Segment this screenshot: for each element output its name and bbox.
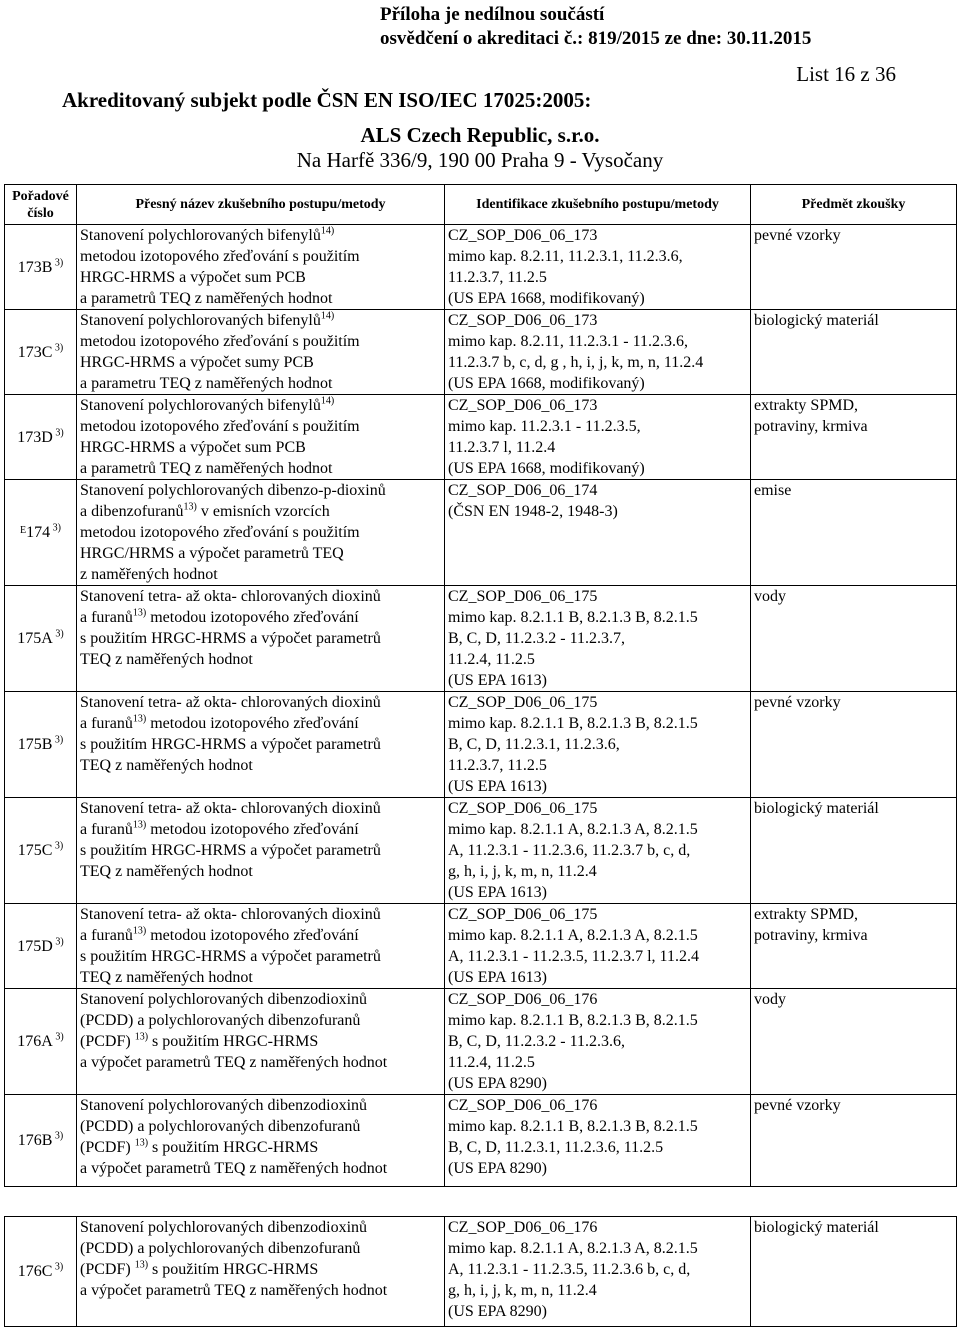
method-name [77,692,445,798]
table-header-row [5,185,957,225]
method-name-line: metodou izotopového zřeďování s použitím [80,248,360,265]
test-subject [751,989,957,1095]
method-identification-line: (US EPA 1613) [448,778,547,795]
row-number [5,310,77,395]
page-label: List 16 z 36 [796,62,896,86]
method-name [77,1095,445,1187]
accredited-subject: Akreditovaný subjekt podle ČSN EN ISO/IEC 17025:2005: [62,88,592,112]
method-name-line: a výpočet parametrů TEQ z naměřených hodnot [80,1160,388,1177]
row-number [5,586,77,692]
row-number-footnote: 3) [52,936,64,948]
method-name-footnote: 13) [134,1259,149,1271]
method-name-line: s použitím HRGC-HRMS a výpočet parametrů [80,842,381,859]
method-identification-line: mimo kap. 8.2.1.1 A, 8.2.1.3 A, 8.2.1.5 [448,1240,698,1257]
row-number-footnote: 3) [52,257,64,269]
method-name-line: TEQ z naměřených hodnot [80,969,253,986]
row-number [5,225,77,310]
test-subject [751,480,957,586]
method-name-line: (PCDD) a polychlorovaných dibenzofuranů [80,1118,361,1135]
table-row [5,480,957,586]
method-identification-line: CZ_SOP_D06_06_175 [448,588,598,605]
method-identification-line: mimo kap. 8.2.1.1 B, 8.2.1.3 B, 8.2.1.5 [448,715,698,732]
annex-line-1: Příloha je nedílnou součástí [380,4,605,25]
method-identification [445,1217,751,1327]
row-number [5,904,77,989]
table-body [5,225,957,1187]
method-identification-line: A, 11.2.3.1 - 11.2.3.5, 11.2.3.6 b, c, d, [448,1261,691,1278]
method-identification-line: B, C, D, 11.2.3.1, 11.2.3.6, [448,736,620,753]
method-identification-line: (US EPA 1613) [448,969,547,986]
method-identification [445,989,751,1095]
method-name-line: a furanů$^{13)}$ metodou izotopového zřeďování [80,819,359,838]
method-identification [445,395,751,480]
method-name-line: HRGC-HRMS a výpočet sum PCB [80,269,306,286]
row-number [5,692,77,798]
row-number-value: 173C [17,343,53,361]
method-identification-line: mimo kap. 8.2.1.1 A, 8.2.1.3 A, 8.2.1.5 [448,927,698,944]
method-identification-line: CZ_SOP_D06_06_176 [448,1097,598,1114]
method-name-line: s použitím HRGC-HRMS a výpočet parametrů [80,948,381,965]
test-subject [751,310,957,395]
method-name-line: (PCDD) a polychlorovaných dibenzofuranů [80,1012,361,1029]
method-name-line: Stanovení polychlorovaných dibenzodioxinů [80,1219,368,1236]
test-subject [751,586,957,692]
method-identification-line: (US EPA 1613) [448,884,547,901]
table-row [5,225,957,310]
method-identification-line: g, h, i, j, k, m, n, 11.2.4 [448,863,597,880]
row-number [5,395,77,480]
method-name-footnote: 13) [134,1137,149,1149]
row-number-footnote: 3) [52,734,64,746]
method-name-line: a parametru TEQ z naměřených hodnot [80,375,333,392]
row-number-footnote: 3) [52,427,64,439]
method-identification-line: 11.2.4, 11.2.5 [448,1054,535,1071]
table-row [5,310,957,395]
method-identification-line: CZ_SOP_D06_06_176 [448,1219,598,1236]
row-number-value: 173D [17,428,53,446]
table-body-continued [5,1217,957,1327]
method-identification-line: CZ_SOP_D06_06_176 [448,991,598,1008]
row-number [5,798,77,904]
method-name-footnote: 14) [320,225,335,237]
table-row [5,904,957,989]
col-header-number: Pořadové číslo [5,185,77,225]
method-identification-line: CZ_SOP_D06_06_175 [448,694,598,711]
method-name-line: a furanů$^{13)}$ metodou izotopového zřeďování [80,925,359,944]
method-name-line: Stanovení polychlorovaných dibenzodioxinů [80,991,368,1008]
method-identification-line: (US EPA 1668, modifikovaný) [448,460,645,477]
col-header-subject: Předmět zkoušky [751,185,957,225]
method-identification-line: mimo kap. 8.2.1.1 B, 8.2.1.3 B, 8.2.1.5 [448,609,698,626]
test-subject-line: vody [754,588,786,605]
method-name [77,989,445,1095]
method-identification [445,904,751,989]
method-name-line: s použitím HRGC-HRMS a výpočet parametrů [80,736,381,753]
row-number-value: 175B [17,736,53,753]
table-row [5,989,957,1095]
method-name-line: Stanovení tetra- až okta- chlorovaných dioxinů [80,588,381,605]
row-number-value: 173B [17,258,53,276]
method-name-line: Stanovení tetra- až okta- chlorovaných dioxinů [80,800,381,817]
method-name-line: TEQ z naměřených hodnot [80,863,253,880]
method-name-line: Stanovení polychlorovaných bifenylů$^{14)}$ [80,395,335,414]
row-number [5,1095,77,1187]
test-subject-line: biologický materiál [754,1219,879,1236]
method-name-line: Stanovení tetra- až okta- chlorovaných dioxinů [80,906,381,923]
method-identification [445,586,751,692]
method-identification-line: CZ_SOP_D06_06_175 [448,906,598,923]
test-subject-line: biologický materiál [754,312,879,329]
row-number-value: 174 [26,524,51,541]
method-name [77,395,445,480]
method-identification-line: 11.2.4, 11.2.5 [448,651,535,668]
method-name-line: (PCDF) $^{13)}$ s použitím HRGC-HRMS [80,1031,319,1050]
row-number [5,1217,77,1327]
method-identification-line: 11.2.3.7, 11.2.5 [448,757,547,774]
method-name-line: a furanů$^{13)}$ metodou izotopového zřeďování [80,713,359,732]
row-number-footnote: 3) [52,342,64,354]
method-name-line: Stanovení polychlorovaných dibenzodioxinů [80,1097,368,1114]
method-identification-line: CZ_SOP_D06_06_173 [448,227,598,244]
method-name-line: a furanů$^{13)}$ metodou izotopového zřeďování [80,607,359,626]
col-header-ident: Identifikace zkušebního postupu/metody [445,185,751,225]
row-number-footnote: 3) [52,628,64,640]
row-number-value: 175C [17,842,53,859]
row-number-value: 176B [17,1132,53,1149]
method-identification [445,692,751,798]
annex-line-2: osvědčení o akreditaci č.: 819/2015 ze dne: 30.11.2015 [380,28,812,49]
method-identification-line: (US EPA 1668, modifikovaný) [448,375,645,392]
method-identification-line: CZ_SOP_D06_06_173 [448,397,598,414]
method-name-line: Stanovení polychlorovaných dibenzo-p-dioxinů [80,482,386,499]
methods-table [4,184,957,1187]
table-row [5,798,957,904]
method-name-line: HRGC/HRMS a výpočet parametrů TEQ [80,545,344,562]
method-name-line: (PCDF) $^{13)}$ s použitím HRGC-HRMS [80,1137,319,1156]
row-number-prefix: E [20,525,27,536]
method-identification-line: 11.2.3.7 b, c, d, g , h, i, j, k, m, n, 11.2.4 [448,354,704,371]
method-name-line: a výpočet parametrů TEQ z naměřených hodnot [80,1054,388,1071]
test-subject-line: extrakty SPMD, [754,906,858,923]
method-name-line: Stanovení tetra- až okta- chlorovaných dioxinů [80,694,381,711]
test-subject-line: pevné vzorky [754,1097,841,1114]
method-name-line: a parametrů TEQ z naměřených hodnot [80,290,333,307]
method-name-line: HRGC-HRMS a výpočet sumy PCB [80,354,314,371]
method-name-footnote: 13) [132,925,147,937]
company-address: Na Harfě 336/9, 190 00 Praha 9 - Vysočany [296,148,664,172]
test-subject [751,798,957,904]
row-number [5,989,77,1095]
test-subject [751,692,957,798]
method-name [77,798,445,904]
test-subject-line: pevné vzorky [754,694,841,711]
method-identification [445,225,751,310]
row-number-value: 176A [17,1033,53,1050]
test-subject [751,225,957,310]
method-name [77,225,445,310]
method-identification-line: mimo kap. 8.2.1.1 B, 8.2.1.3 B, 8.2.1.5 [448,1012,698,1029]
method-identification [445,1095,751,1187]
row-number [5,480,77,586]
table-row [5,692,957,798]
method-name-line: s použitím HRGC-HRMS a výpočet parametrů [80,630,381,647]
method-identification-line: (ČSN EN 1948-2, 1948-3) [448,503,618,520]
method-name-line: a dibenzofuranů$^{13)}$ v emisních vzorcích [80,501,330,520]
method-identification-line: A, 11.2.3.1 - 11.2.3.5, 11.2.3.7 l, 11.2.4 [448,948,699,965]
test-subject-line: potraviny, krmiva [754,927,868,944]
method-name-line: metodou izotopového zřeďování s použitím [80,524,360,541]
method-identification-line: B, C, D, 11.2.3.2 - 11.2.3.6, [448,1033,626,1050]
test-subject [751,1095,957,1187]
method-identification-line: 11.2.3.7, 11.2.5 [448,269,547,286]
method-name-footnote: 13) [132,713,147,725]
method-name-footnote: 14) [320,395,335,407]
method-identification-line: g, h, i, j, k, m, n, 11.2.4 [448,1282,597,1299]
row-number-footnote: 3) [52,1031,64,1043]
row-number-footnote: 3) [52,1130,64,1142]
row-number-footnote: 3) [52,1261,64,1273]
method-name [77,310,445,395]
method-name-line: Stanovení polychlorovaných bifenylů$^{14)}$ [80,310,335,329]
method-name-line: a parametrů TEQ z naměřených hodnot [80,460,333,477]
method-name [77,586,445,692]
method-identification-line: mimo kap. 8.2.1.1 B, 8.2.1.3 B, 8.2.1.5 [448,1118,698,1135]
method-identification [445,798,751,904]
method-name-footnote: 13) [183,501,197,513]
method-identification-line: B, C, D, 11.2.3.1, 11.2.3.6, 11.2.5 [448,1139,664,1156]
method-identification-line: B, C, D, 11.2.3.2 - 11.2.3.7, [448,630,626,647]
method-identification-line: (US EPA 8290) [448,1160,547,1177]
row-number-footnote: 3) [52,840,64,852]
row-number-value: 175A [17,630,53,647]
method-identification-line: mimo kap. 8.2.11, 11.2.3.1 - 11.2.3.6, [448,333,688,350]
row-number-value: 175D [17,937,53,955]
row-number-footnote: 3) [50,522,61,534]
method-name-line: (PCDD) a polychlorovaných dibenzofuranů [80,1240,361,1257]
test-subject [751,904,957,989]
row-number-value: 176C [17,1263,53,1280]
method-name-footnote: 13) [132,607,147,619]
method-name-line: HRGC-HRMS a výpočet sum PCB [80,439,306,456]
method-name-line: metodou izotopového zřeďování s použitím [80,333,360,350]
test-subject-line: extrakty SPMD, [754,397,858,414]
test-subject-line: emise [754,482,792,499]
method-identification-line: (US EPA 8290) [448,1075,547,1092]
method-identification-line: CZ_SOP_D06_06_174 [448,482,598,499]
method-name [77,904,445,989]
method-name-line: TEQ z naměřených hodnot [80,651,253,668]
method-identification-line: (US EPA 8290) [448,1303,547,1320]
method-identification-line: mimo kap. 8.2.11, 11.2.3.1, 11.2.3.6, [448,248,683,265]
table-row [5,586,957,692]
test-subject [751,1217,957,1327]
test-subject-line: vody [754,991,786,1008]
table-row [5,395,957,480]
method-name-footnote: 13) [134,1031,149,1043]
method-name [77,480,445,586]
method-identification-line: 11.2.3.7 l, 11.2.4 [448,439,556,456]
table-row [5,1217,957,1327]
method-name-footnote: 13) [132,819,147,831]
test-subject-line: pevné vzorky [754,227,841,244]
col-header-name: Přesný název zkušebního postupu/metody [77,185,445,225]
table-row [5,1095,957,1187]
method-identification [445,480,751,586]
test-subject [751,395,957,480]
method-identification-line: mimo kap. 11.2.3.1 - 11.2.3.5, [448,418,641,435]
method-name [77,1217,445,1327]
method-identification-line: (US EPA 1668, modifikovaný) [448,290,645,307]
method-identification-line: CZ_SOP_D06_06_175 [448,800,598,817]
test-subject-line: potraviny, krmiva [754,418,868,435]
method-identification-line: A, 11.2.3.1 - 11.2.3.6, 11.2.3.7 b, c, d, [448,842,691,859]
method-identification [445,310,751,395]
company-name: ALS Czech Republic, s.r.o. [360,123,600,147]
method-name-line: TEQ z naměřených hodnot [80,757,253,774]
method-name-line: Stanovení polychlorovaných bifenylů$^{14)}$ [80,225,335,244]
method-identification-line: mimo kap. 8.2.1.1 A, 8.2.1.3 A, 8.2.1.5 [448,821,698,838]
method-name-line: metodou izotopového zřeďování s použitím [80,418,360,435]
method-name-footnote: 14) [320,310,335,322]
method-name-line: z naměřených hodnot [80,566,218,583]
method-name-line: (PCDF) $^{13)}$ s použitím HRGC-HRMS [80,1259,319,1278]
test-subject-line: biologický materiál [754,800,879,817]
method-identification-line: (US EPA 1613) [448,672,547,689]
method-identification-line: CZ_SOP_D06_06_173 [448,312,598,329]
method-name-line: a výpočet parametrů TEQ z naměřených hodnot [80,1282,388,1299]
methods-table-continued [4,1216,957,1327]
